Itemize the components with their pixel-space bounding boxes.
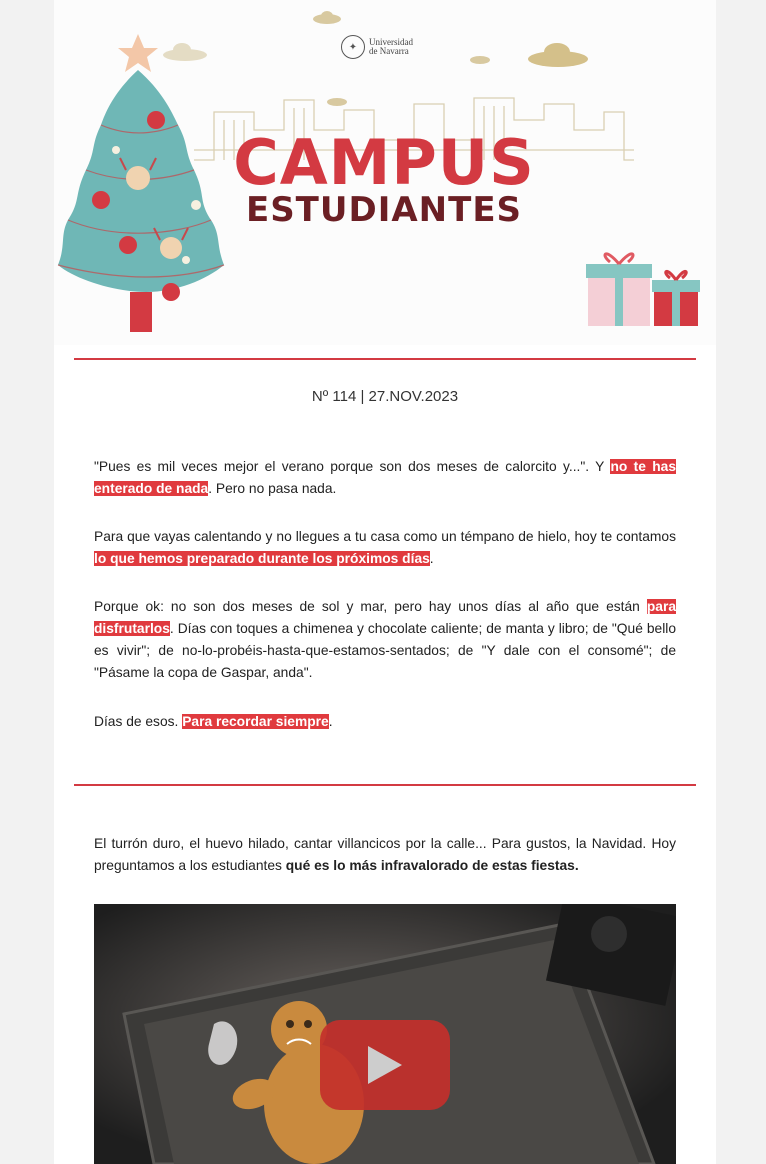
link-para-recordar-siempre[interactable]: Para recordar siempre (182, 714, 329, 729)
intro-text: . Días con toques a chimenea y chocolate caliente; de manta y libro; de "Qué bello es vivir"; de no-lo-probéis-hasta-que-estamos-sentados; de "Y dale con el consomé"; de "Pásame la copa de Gaspar, anda". (94, 621, 676, 680)
university-name (369, 38, 413, 56)
link-no-te-has-enterado[interactable]: no te has enterado de nada (94, 459, 676, 496)
intro-paragraph-3 (94, 596, 676, 684)
section-divider (74, 358, 696, 360)
university-logo[interactable] (341, 35, 413, 59)
university-seal-icon: ✦ (341, 35, 365, 59)
play-icon (368, 1046, 402, 1084)
issue-number-date: Nº 114 | 27.NOV.2023 (311, 388, 459, 405)
university-name-line2: de Navarra (369, 46, 409, 56)
section-divider (74, 784, 696, 786)
section2-text: . (574, 858, 579, 873)
header-banner (54, 0, 716, 345)
gift-boxes-icon (586, 238, 701, 328)
christmas-tree-icon (56, 30, 226, 340)
university-name-line1: Universidad (369, 37, 413, 47)
intro-text: Porque ok: no son dos meses de sol y mar, pero hay unos días al año que están (94, 599, 647, 614)
section2-bold-text: qué es lo más infravalorado de estas fiestas (285, 858, 575, 873)
intro-paragraph-4 (94, 711, 676, 733)
link-lo-que-hemos-preparado[interactable]: lo que hemos preparado durante los próximos días (94, 551, 430, 566)
intro-paragraph-2 (94, 526, 676, 570)
intro-text: "Pues es mil veces mejor el verano porque son dos meses de calorcito y...". Y (94, 459, 611, 474)
cloud-icon (312, 10, 342, 24)
section2-paragraph (94, 833, 676, 877)
video-play-button[interactable] (320, 1020, 450, 1110)
intro-text: Días de esos. (94, 714, 183, 729)
banner-title: CAMPUS (233, 126, 535, 199)
video-thumbnail[interactable] (94, 904, 676, 1164)
cloud-icon (527, 42, 589, 68)
intro-text: Para que vayas calentando y no llegues a tu casa como un témpano de hielo, hoy te contamos (94, 529, 676, 544)
link-para-disfrutarlos[interactable]: para disfrutarlos (94, 599, 676, 636)
banner-subtitle: ESTUDIANTES (245, 190, 523, 230)
intro-text: . Pero no pasa nada. (208, 481, 337, 496)
intro-text: . (328, 714, 333, 729)
intro-paragraph-1 (94, 456, 676, 500)
newsletter-body (54, 0, 716, 1164)
intro-text: . (429, 551, 434, 566)
section2-text: El turrón duro, el huevo hilado, cantar villancicos por la calle... Para gustos, la Navidad. Hoy preguntamos a los estudiantes (94, 836, 676, 873)
cloud-icon (469, 54, 491, 64)
